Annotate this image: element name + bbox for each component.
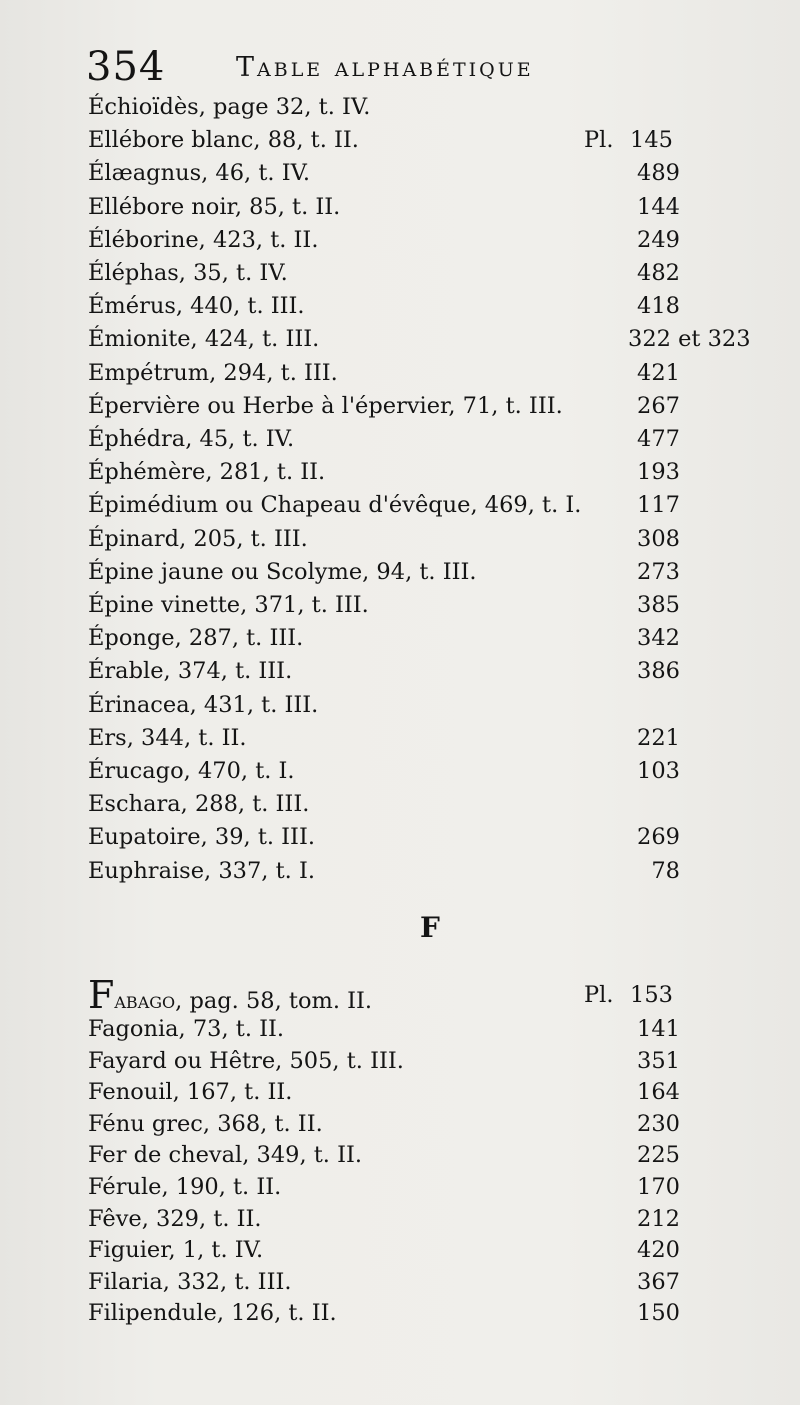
entry-name: Fenouil, 167, t. II.	[88, 1079, 293, 1106]
plate-number: 212	[637, 1205, 680, 1232]
entry-name: Fer de cheval, 349, t. II.	[88, 1142, 363, 1169]
entry-name: Fénu grec, 368, t. II.	[88, 1110, 323, 1137]
plate-number: 342	[637, 625, 680, 652]
index-entry	[88, 1265, 768, 1299]
plate-number: 117	[637, 492, 680, 519]
index-entry	[88, 754, 768, 788]
plate-number: 153	[630, 982, 673, 1008]
entry-name: Épine jaune ou Scolyme, 94, t. III.	[88, 558, 477, 585]
entry-name: Fêve, 329, t. II.	[88, 1205, 262, 1232]
plate-number: 489	[637, 160, 680, 187]
entry-initial: F	[88, 973, 115, 1017]
plate-number: 144	[637, 193, 680, 220]
entry-name: Éphédra, 45, t. IV.	[88, 426, 295, 452]
index-entry	[88, 522, 768, 556]
index-entry	[88, 1044, 768, 1078]
entry-name-rest: abago	[114, 988, 176, 1014]
index-entry	[88, 654, 768, 688]
plate-number: 193	[637, 459, 680, 486]
index-entry	[88, 123, 768, 157]
index-entry	[88, 90, 768, 124]
entry-name: Filipendule, 126, t. II.	[88, 1300, 337, 1327]
entry-name: Empétrum, 294, t. III.	[88, 359, 338, 386]
index-entry	[88, 356, 768, 390]
plate-number: 170	[637, 1174, 680, 1200]
index-entry	[88, 223, 768, 257]
section-letter: F	[420, 911, 440, 944]
plate-number: 103	[637, 758, 680, 784]
entry-name: Épimédium ou Chapeau d'évêque, 469, t. I.	[88, 492, 582, 519]
plate-label: Pl.	[584, 127, 614, 154]
index-entry	[88, 1170, 768, 1204]
index-entry	[88, 488, 768, 522]
plate-number: 322 et 323	[628, 326, 751, 353]
index-entry	[88, 721, 768, 755]
index-entry	[88, 1075, 768, 1109]
entry-name: Figuier, 1, t. IV.	[88, 1237, 264, 1264]
index-entry	[88, 820, 768, 854]
entry-name: Échioïdès, page 32, t. IV.	[88, 94, 371, 120]
entry-name: Émérus, 440, t. III.	[88, 293, 305, 320]
entry-name: Élæagnus, 46, t. IV.	[88, 160, 311, 187]
entry-name: Éléphas, 35, t. IV.	[88, 260, 288, 286]
entry-name: Ellébore noir, 85, t. II.	[88, 193, 341, 220]
index-entry	[88, 1012, 768, 1046]
entry-name: Ellébore blanc, 88, t. II.	[88, 127, 359, 154]
entry-name: Férule, 190, t. II.	[88, 1174, 282, 1200]
entry-name: Fagonia, 73, t. II.	[88, 1016, 285, 1042]
plate-number: 230	[637, 1110, 680, 1137]
index-entry	[88, 1107, 768, 1141]
index-entry	[88, 156, 768, 190]
entry-name: Eupatoire, 39, t. III.	[88, 824, 315, 851]
entry-name: Érinacea, 431, t. III.	[88, 691, 319, 718]
index-entry	[88, 787, 768, 821]
plate-number: 269	[637, 824, 680, 851]
entry-name: Épine vinette, 371, t. III.	[88, 592, 369, 618]
index-entry	[88, 854, 768, 888]
entry-name: Éponge, 287, t. III.	[88, 625, 304, 652]
index-entry	[88, 422, 768, 456]
entry-name: Ers, 344, t. II.	[88, 724, 247, 751]
plate-number: 308	[637, 525, 680, 552]
entry-name: Eschara, 288, t. III.	[88, 791, 310, 818]
running-title: Table alphabétique	[236, 52, 534, 83]
page-header	[86, 42, 760, 92]
index-entry	[88, 555, 768, 589]
entry-name: Euphraise, 337, t. I.	[88, 857, 315, 884]
entry-name: Érable, 374, t. III.	[88, 658, 293, 685]
index-entry	[88, 455, 768, 489]
plate-number: 418	[637, 293, 680, 320]
index-entry	[88, 1296, 768, 1330]
index-entry	[88, 621, 768, 655]
index-entry	[88, 389, 768, 423]
plate-number: 385	[637, 592, 680, 618]
entry-name: Filaria, 332, t. III.	[88, 1268, 292, 1295]
plate-number: 273	[637, 558, 680, 585]
index-entry	[88, 1202, 768, 1236]
entry-name: Érucago, 470, t. I.	[88, 758, 295, 784]
plate-number: 225	[637, 1142, 680, 1169]
index-entry	[88, 588, 768, 622]
index-entry	[88, 256, 768, 290]
plate-number: 477	[637, 426, 680, 452]
index-entry	[88, 1138, 768, 1172]
plate-number: 351	[637, 1047, 680, 1074]
index-entry	[88, 289, 768, 323]
plate-number: 420	[637, 1237, 680, 1264]
entry-name: Épinard, 205, t. III.	[88, 525, 308, 552]
plate-number: 367	[637, 1268, 680, 1295]
index-entry	[88, 1233, 768, 1267]
entry-name: Émionite, 424, t. III.	[88, 326, 320, 353]
index-entry	[88, 973, 768, 1017]
plate-number: 386	[637, 658, 680, 685]
plate-number: 150	[637, 1300, 680, 1327]
index-entry	[88, 322, 768, 356]
plate-number: 421	[637, 359, 680, 386]
plate-number: 482	[637, 260, 680, 286]
plate-number: 267	[637, 392, 680, 419]
plate-number: 221	[637, 724, 680, 751]
plate-number: 145	[630, 127, 673, 154]
page-number: 354	[86, 44, 166, 90]
entry-name: Fayard ou Hêtre, 505, t. III.	[88, 1047, 404, 1074]
plate-number: 141	[637, 1016, 680, 1042]
index-entry	[88, 190, 768, 224]
entry-details: , pag. 58, tom. II.	[175, 988, 373, 1014]
entry-name: Épervière ou Herbe à l'épervier, 71, t. III.	[88, 392, 563, 419]
index-entry	[88, 688, 768, 722]
entry-name: Éphémère, 281, t. II.	[88, 459, 326, 486]
plate-number: 164	[637, 1079, 680, 1106]
plate-number: 249	[637, 226, 680, 253]
entry-name: Éléborine, 423, t. II.	[88, 226, 319, 253]
plate-label: Pl.	[584, 982, 614, 1008]
plate-number: 78	[651, 857, 680, 884]
